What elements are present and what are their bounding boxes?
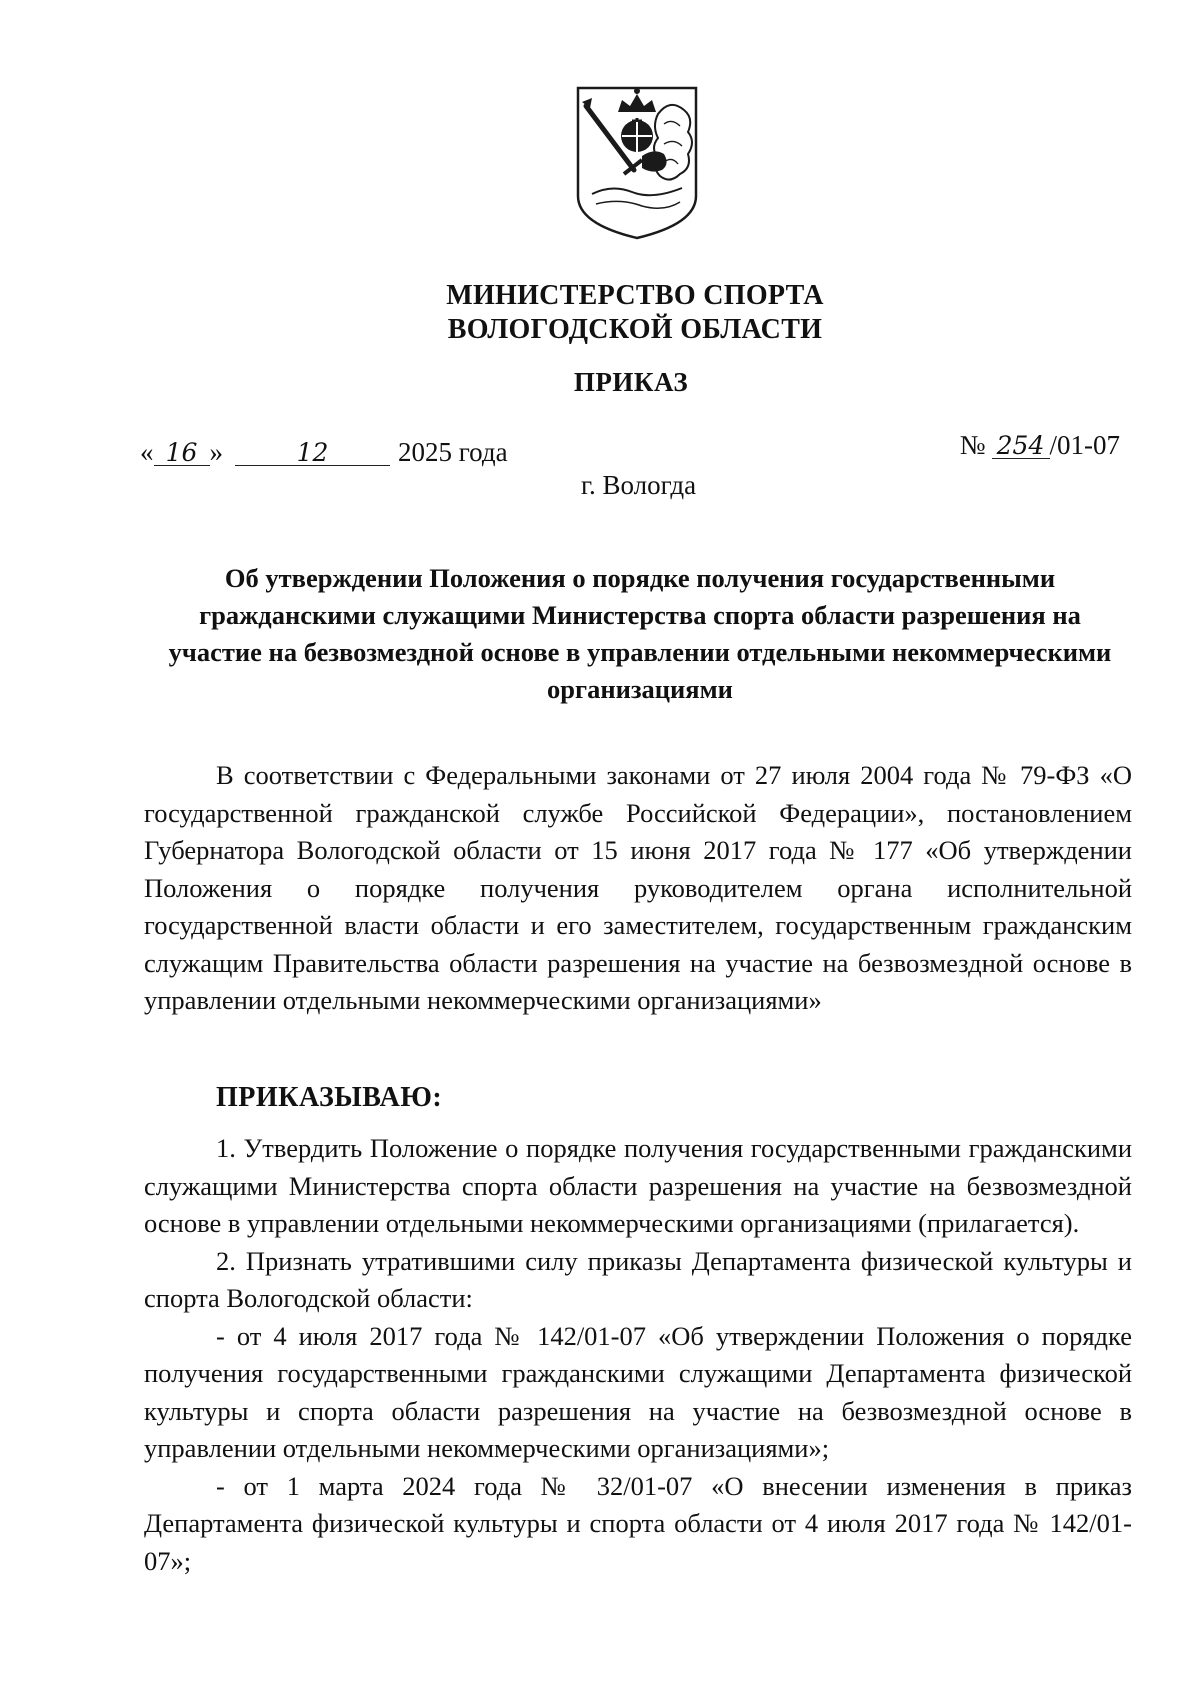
order-items xyxy=(144,1130,1132,1580)
order-item-2: 2. Признать утратившими силу приказы Департамента физической культуры и спорта Вологодской области: xyxy=(144,1245,1132,1313)
order-number-prefix: № xyxy=(959,430,986,460)
coat-of-arms-icon xyxy=(572,84,702,242)
date-open-quote: « xyxy=(140,437,154,467)
city: г. Вологда xyxy=(581,470,697,500)
order-number xyxy=(960,430,1120,461)
intro-block xyxy=(144,757,1132,1020)
repealed-order-1: - от 4 июля 2017 года № 142/01-07 «Об утверждении Положения о порядке получения государственными гражданскими служащими Департамента физической культуры и спорта области разрешения на участие на безвозмездной основе в управлении отдельными некоммерческими организациями»; xyxy=(144,1320,1132,1463)
intro-paragraph: В соответствии с Федеральными законами от 27 июля 2004 года № 79-ФЗ «О государственной гражданской службе Российской Федерации», постановлением Губернатора Вологодской области от 15 июня 2017 года № 177 «Об утверждении Положения о порядке получения руководителем органа исполнительной государственной власти области и его заместителем, государственным гражданским служащим Правительства области разрешения на участие на безвозмездной основе в управлении отдельными некоммерческими организациями» xyxy=(144,760,1132,1015)
ministry-name-line2: ВОЛОГОДСКОЙ ОБЛАСТИ xyxy=(447,314,823,345)
order-number-suffix: /01-07 xyxy=(1049,430,1120,460)
order-date xyxy=(140,437,508,468)
ministry-name-line1: МИНИСТЕРСТВО СПОРТА xyxy=(446,280,824,311)
order-title: ПРИКАЗ xyxy=(573,367,689,397)
date-month-handwritten: 12 xyxy=(235,441,390,466)
date-day-handwritten: 16 xyxy=(154,441,210,466)
order-subject: Об утверждении Положения о порядке получения государственными гражданскими служащими Министерства спорта области разрешения на участие на безвозмездной основе в управлении отдельными некоммерческими организациями xyxy=(168,563,1112,704)
repealed-order-2: - от 1 марта 2024 года № 32/01-07 «О внесении изменения в приказ Департамента физической культуры и спорта области от 4 июля 2017 года № 142/01-07»; xyxy=(144,1470,1132,1576)
date-year: 2025 года xyxy=(398,437,508,467)
order-directive-word: ПРИКАЗЫВАЮ: xyxy=(216,1082,443,1113)
order-number-handwritten: 254 xyxy=(992,434,1050,459)
order-item-1: 1. Утвердить Положение о порядке получения государственными гражданскими служащими Министерства спорта области разрешения на участие на безвозмездной основе в управлении отдельными некоммерческими организациями (прилагается). xyxy=(144,1133,1132,1238)
date-close-quote: » xyxy=(209,437,223,467)
